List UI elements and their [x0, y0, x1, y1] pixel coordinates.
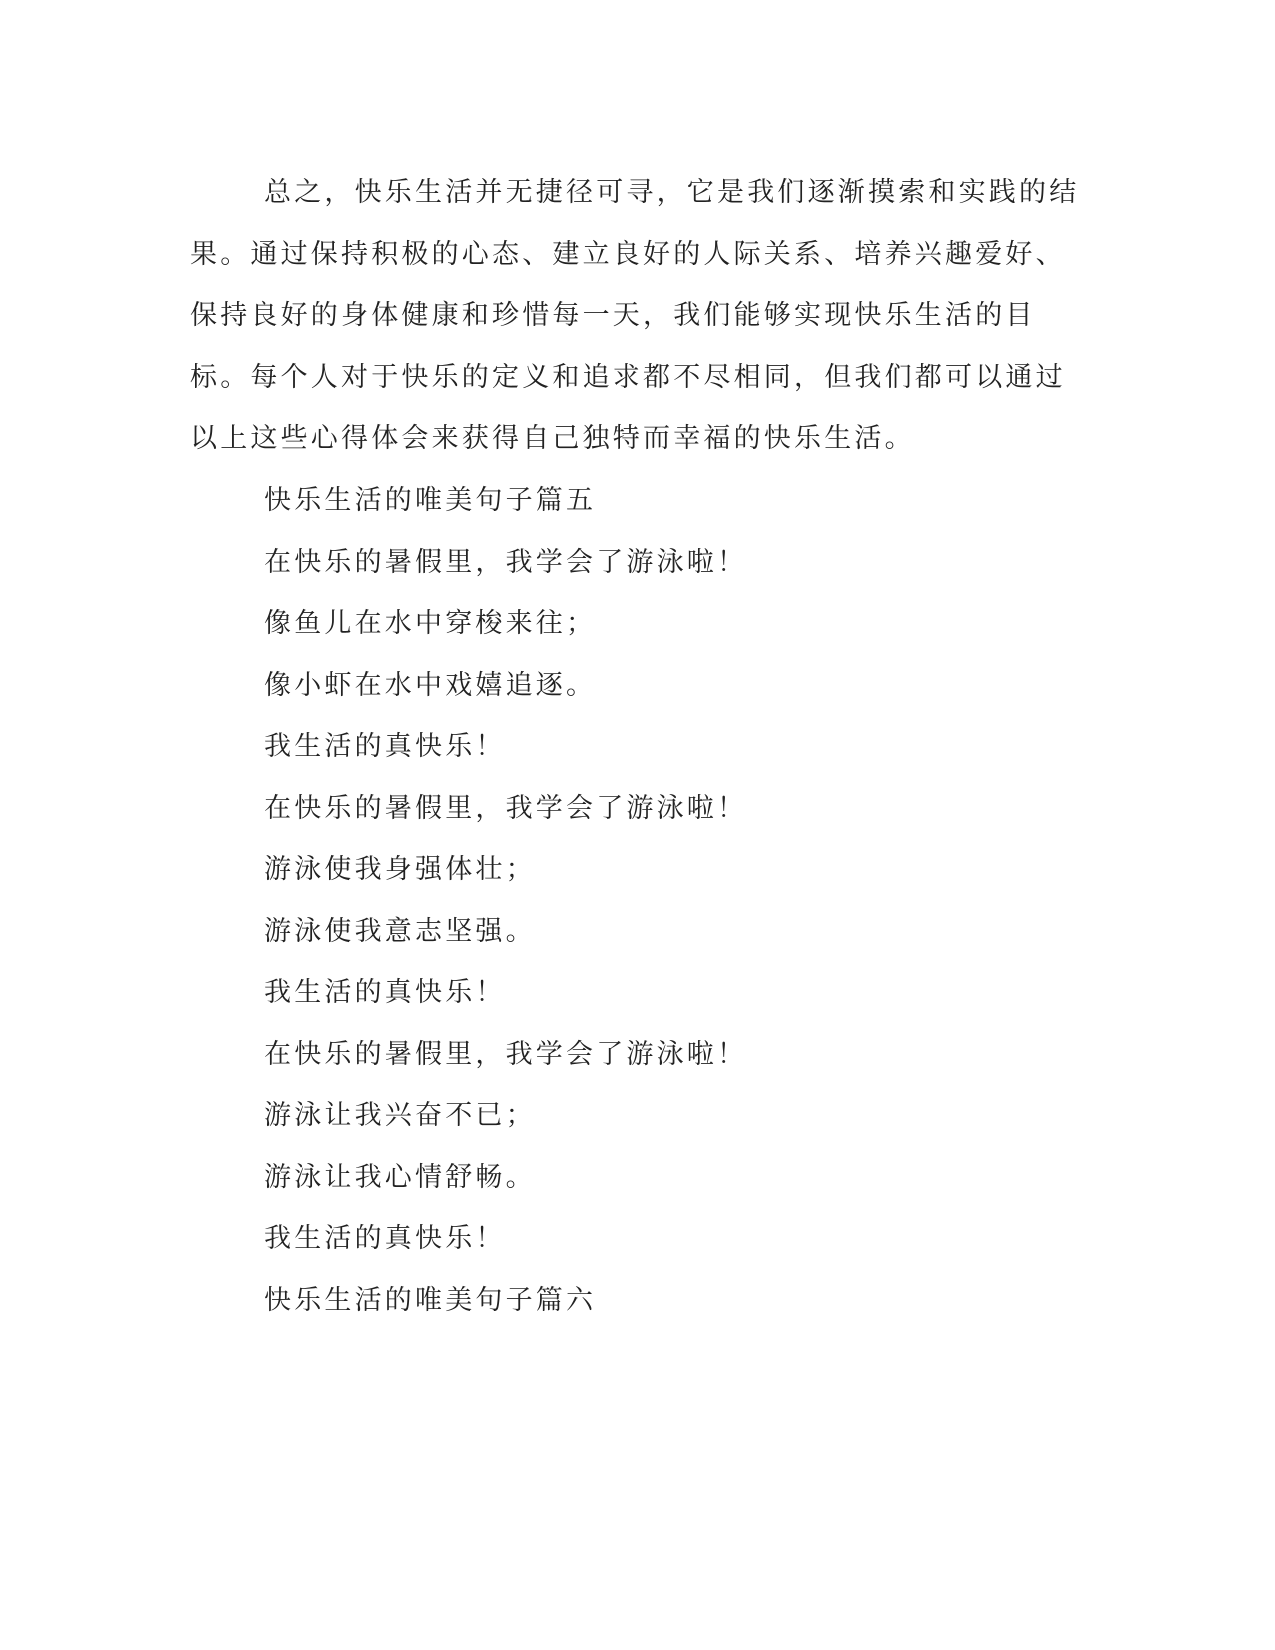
poem-line: 像小虾在水中戏嬉追逐。 — [264, 669, 597, 701]
poem-line: 我生活的真快乐！ — [264, 731, 506, 762]
poem-line: 我生活的真快乐！ — [264, 1223, 506, 1254]
poem-line: 在快乐的暑假里，我学会了游泳啦！ — [264, 1038, 748, 1070]
summary-paragraph: 总之，快乐生活并无捷径可寻，它是我们逐渐摸索和实践的结果。通过保持积极的心态、建立良好的人际关系、培养兴趣爱好、保持良好的身体健康和珍惜每一天，我们能够实现快乐生活的目标。每个人对于快乐的定义和追求都不尽相同，但我们都可以通过以上这些心得体会来获得自己独特而幸福的快乐生活。 — [190, 177, 1080, 454]
poem-line: 游泳让我兴奋不已； — [264, 1100, 536, 1131]
poem-line: 游泳让我心情舒畅。 — [264, 1161, 536, 1193]
poem-line: 在快乐的暑假里，我学会了游泳啦！ — [264, 792, 748, 824]
section-five-title: 快乐生活的唯美句子篇五 — [264, 485, 597, 516]
poem-line: 像鱼儿在水中穿梭来往； — [264, 608, 597, 639]
poem-line: 游泳使我身强体壮； — [264, 854, 536, 885]
section-six-title: 快乐生活的唯美句子篇六 — [264, 1284, 597, 1316]
poem-line: 我生活的真快乐！ — [264, 977, 506, 1008]
poem-line: 在快乐的暑假里，我学会了游泳啦！ — [264, 546, 748, 578]
poem-line: 游泳使我意志坚强。 — [264, 915, 536, 947]
poem-list — [264, 470, 747, 1331]
